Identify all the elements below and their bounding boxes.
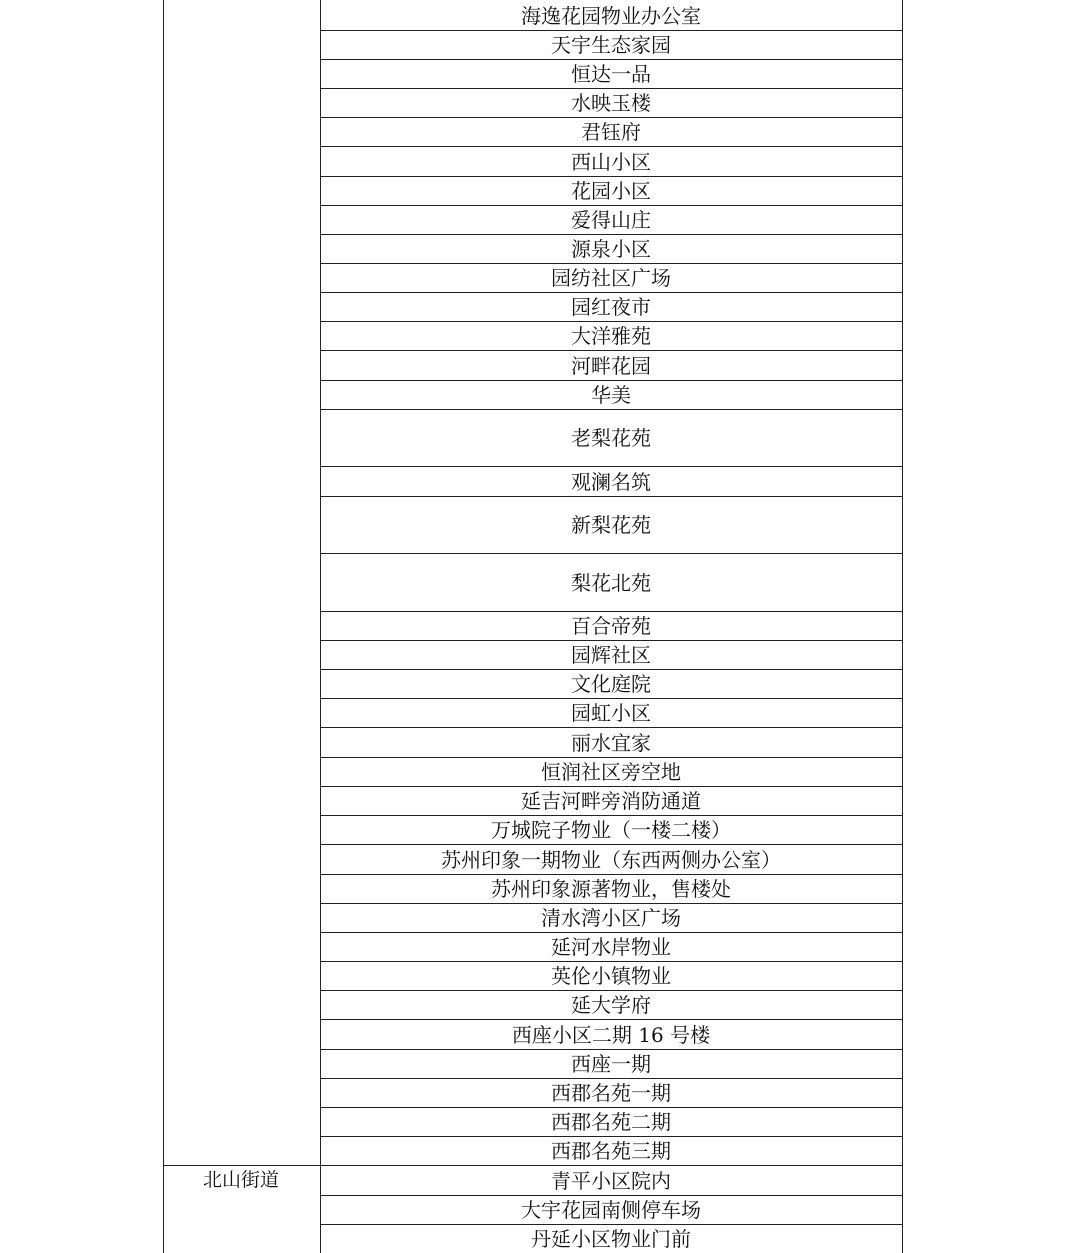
district-label: 北山街道 [202, 1169, 279, 1191]
location-cell: 水映玉楼 [571, 91, 651, 115]
location-cell: 天宇生态家园 [551, 33, 671, 57]
location-cell: 文化庭院 [571, 672, 651, 696]
table-right-border [902, 0, 903, 1253]
location-cell: 西郡名苑一期 [551, 1081, 671, 1105]
location-cell: 恒润社区旁空地 [541, 760, 681, 784]
location-cell: 老梨花苑 [571, 426, 651, 450]
location-cell: 西郡名苑三期 [551, 1139, 671, 1163]
location-cell: 园辉社区 [571, 643, 651, 667]
location-cell: 源泉小区 [571, 237, 651, 261]
location-cell: 苏州印象一期物业（东西两侧办公室） [441, 847, 781, 872]
location-cell: 西郡名苑二期 [551, 1110, 671, 1134]
location-cell: 园纺社区广场 [551, 266, 671, 290]
location-cell: 爱得山庄 [571, 208, 651, 232]
location-cell: 新梨花苑 [571, 513, 651, 537]
location-cell: 延河水岸物业 [551, 935, 671, 959]
location-cell: 园红夜市 [571, 295, 651, 319]
location-cell: 延大学府 [571, 993, 651, 1017]
location-cell: 英伦小镇物业 [551, 964, 671, 988]
location-cell: 西座一期 [571, 1052, 651, 1076]
location-cell: 清水湾小区广场 [541, 906, 681, 930]
location-cell: 丽水宜家 [571, 730, 651, 755]
location-cell: 西山小区 [571, 149, 651, 174]
location-cell: 丹延小区物业门前 [531, 1227, 691, 1251]
location-cell: 青平小区院内 [551, 1168, 671, 1193]
location-cell: 河畔花园 [571, 353, 651, 378]
location-cell: 延吉河畔旁消防通道 [521, 789, 701, 813]
location-cell: 大宇花园南侧停车场 [521, 1198, 701, 1222]
location-cell: 观澜名筑 [571, 469, 651, 494]
location-cell: 君钰府 [581, 120, 641, 144]
location-cell: 大洋雅苑 [571, 324, 651, 348]
location-cell: 园虹小区 [571, 701, 651, 725]
location-cell: 万城院子物业（一楼二楼） [491, 818, 731, 842]
table-left-border [163, 0, 164, 1253]
location-cell: 恒达一品 [571, 62, 651, 86]
location-cell: 梨花北苑 [571, 570, 651, 595]
location-cell: 华美 [591, 383, 631, 407]
location-cell: 苏州印象源著物业，售楼处 [491, 877, 731, 901]
location-cell: 西座小区二期 16 号楼 [511, 1022, 711, 1047]
location-cell: 花园小区 [571, 179, 651, 203]
location-cell: 海逸花园物业办公室 [521, 3, 701, 28]
location-cell: 百合帝苑 [571, 614, 651, 638]
